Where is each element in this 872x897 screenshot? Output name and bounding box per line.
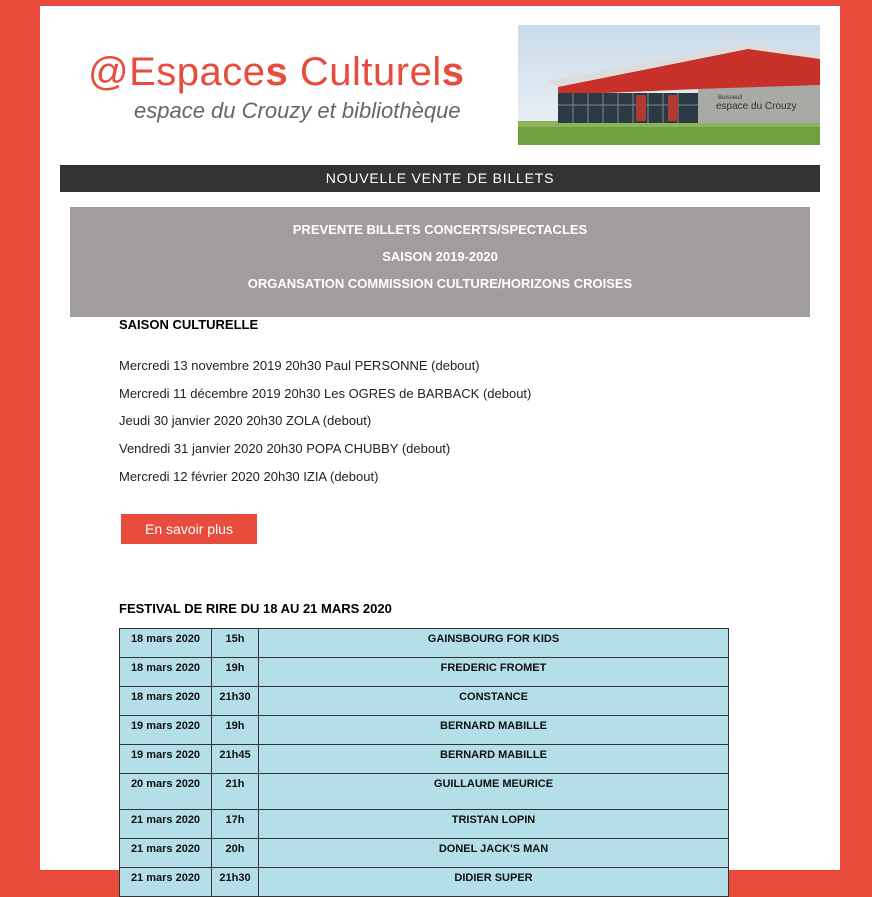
row-time: 21h bbox=[212, 774, 259, 810]
newsletter-page bbox=[40, 6, 840, 884]
banner: NOUVELLE VENTE DE BILLETS bbox=[60, 165, 820, 192]
learn-more-button[interactable]: En savoir plus bbox=[121, 514, 257, 544]
table-row bbox=[120, 839, 729, 868]
festival-title: FESTIVAL DE RIRE DU 18 AU 21 MARS 2020 bbox=[119, 601, 392, 616]
row-date: 19 mars 2020 bbox=[120, 745, 212, 774]
row-show: DIDIER SUPER bbox=[259, 868, 729, 897]
row-show: TRISTAN LOPIN bbox=[259, 810, 729, 839]
photo-sign: espace du Crouzy bbox=[716, 101, 797, 112]
table-row bbox=[120, 658, 729, 687]
table-row bbox=[120, 810, 729, 839]
row-time: 21h45 bbox=[212, 745, 259, 774]
season-event: Vendredi 31 janvier 2020 20h30 POPA CHUBBY (debout) bbox=[119, 441, 451, 457]
table-row bbox=[120, 868, 729, 897]
table-row bbox=[120, 774, 729, 810]
festival-table bbox=[119, 628, 729, 897]
presale-line: PREVENTE BILLETS CONCERTS/SPECTACLES bbox=[292, 222, 588, 237]
row-date: 18 mars 2020 bbox=[120, 658, 212, 687]
row-show: BERNARD MABILLE bbox=[259, 716, 729, 745]
row-time: 21h30 bbox=[212, 687, 259, 716]
row-time: 21h30 bbox=[212, 868, 259, 897]
row-date: 18 mars 2020 bbox=[120, 629, 212, 658]
table-row bbox=[120, 716, 729, 745]
season-event: Mercredi 11 décembre 2019 20h30 Les OGRES de BARBACK (debout) bbox=[119, 385, 532, 401]
season-event: Mercredi 13 novembre 2019 20h30 Paul PERSONNE (debout) bbox=[119, 358, 480, 373]
row-date: 21 mars 2020 bbox=[120, 839, 212, 868]
row-time: 19h bbox=[212, 716, 259, 745]
title-mid: Culturel bbox=[288, 50, 442, 94]
row-show: BERNARD MABILLE bbox=[259, 745, 729, 774]
row-date: 21 mars 2020 bbox=[120, 810, 212, 839]
building-photo bbox=[518, 25, 820, 145]
site-title bbox=[88, 50, 464, 95]
presale-line: SAISON 2019-2020 bbox=[382, 249, 498, 264]
presale-line: ORGANSATION COMMISSION CULTURE/HORIZONS CROISES bbox=[247, 276, 633, 291]
season-event: Jeudi 30 janvier 2020 20h30 ZOLA (debout) bbox=[119, 413, 372, 429]
row-date: 19 mars 2020 bbox=[120, 716, 212, 745]
title-s2: s bbox=[441, 50, 465, 94]
table-row bbox=[120, 629, 729, 658]
row-show: GAINSBOURG FOR KIDS bbox=[259, 629, 729, 658]
table-row bbox=[120, 687, 729, 716]
table-row bbox=[120, 745, 729, 774]
title-prefix: @Espace bbox=[88, 50, 266, 94]
season-event-list bbox=[119, 356, 531, 494]
row-date: 21 mars 2020 bbox=[120, 868, 212, 897]
photo-sign-small: Boisseuil bbox=[718, 95, 743, 101]
row-show: FREDERIC FROMET bbox=[259, 658, 729, 687]
row-time: 17h bbox=[212, 810, 259, 839]
presale-block bbox=[70, 207, 810, 317]
row-date: 20 mars 2020 bbox=[120, 774, 212, 810]
row-time: 20h bbox=[212, 839, 259, 868]
title-s1: s bbox=[265, 50, 289, 94]
row-show: DONEL JACK'S MAN bbox=[259, 839, 729, 868]
season-title: SAISON CULTURELLE bbox=[119, 317, 259, 332]
site-subtitle: espace du Crouzy et bibliothèque bbox=[134, 98, 461, 123]
season-event: Mercredi 12 février 2020 20h30 IZIA (debout) bbox=[119, 468, 379, 484]
row-time: 15h bbox=[212, 629, 259, 658]
row-show: GUILLAUME MEURICE bbox=[259, 774, 729, 810]
row-show: CONSTANCE bbox=[259, 687, 729, 716]
row-time: 19h bbox=[212, 658, 259, 687]
row-date: 18 mars 2020 bbox=[120, 687, 212, 716]
